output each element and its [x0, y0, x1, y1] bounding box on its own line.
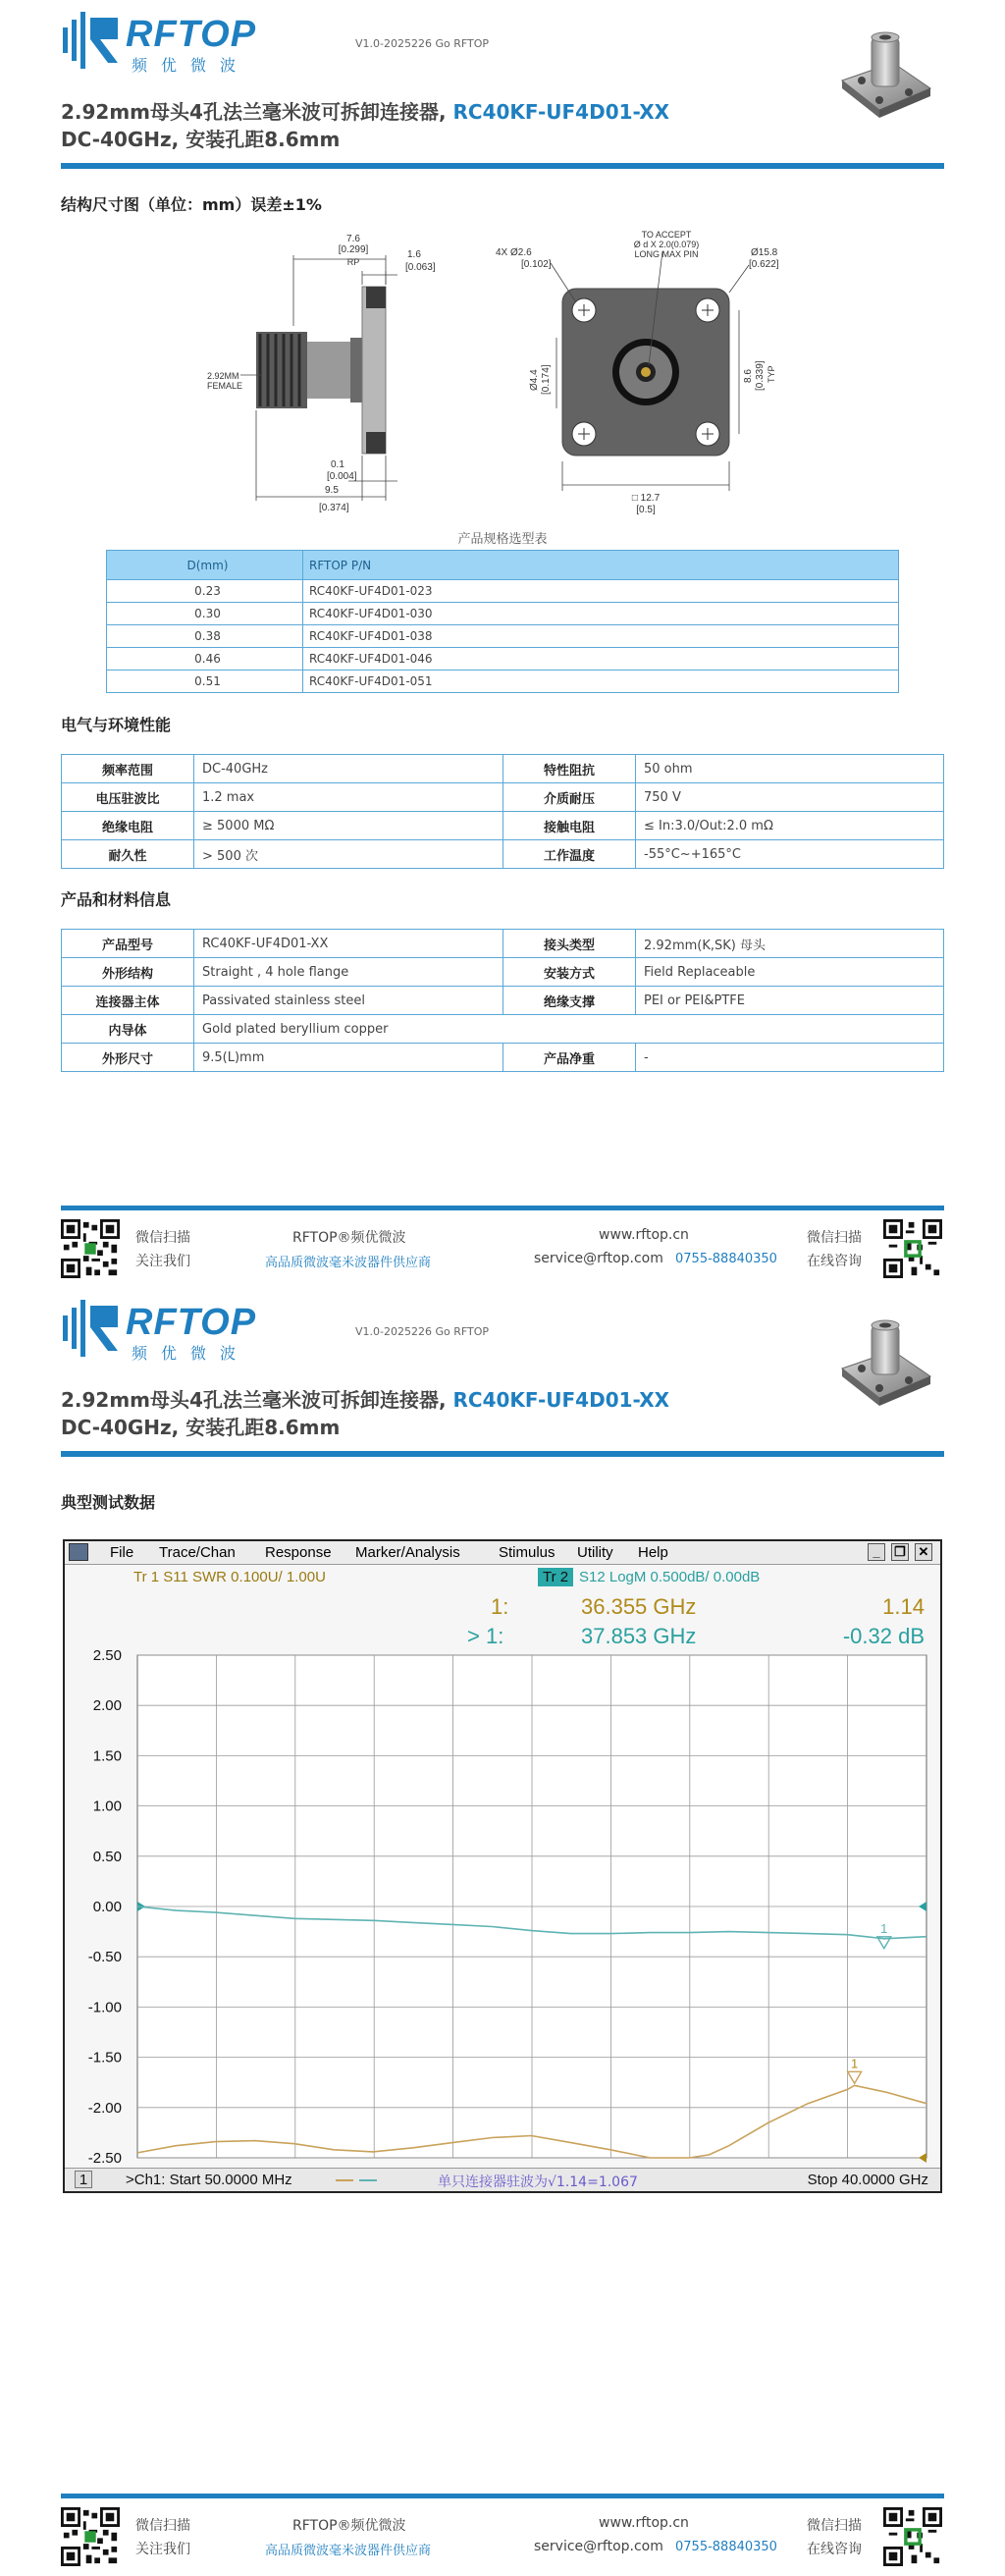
dim-1-6-in: [0.063]: [405, 262, 436, 273]
title-prefix: 2.92mm母头4孔法兰毫米波可拆卸连接器,: [61, 1388, 453, 1412]
cell-d: 0.38: [107, 625, 303, 648]
spec-value: 50 ohm: [636, 755, 944, 783]
vna-screenshot: [63, 1539, 942, 2193]
qr-code-icon[interactable]: [61, 1219, 120, 1278]
trace2-badge-text: Tr 2: [543, 1569, 569, 1585]
y-tick-label: -0.50: [87, 1949, 122, 1966]
spec-value: Gold plated beryllium copper: [194, 1015, 944, 1044]
title-prefix: 2.92mm母头4孔法兰毫米波可拆卸连接器,: [61, 100, 453, 124]
spec-label: 产品净重: [503, 1044, 636, 1072]
footer-phone: 0755-88840350: [675, 1252, 777, 1266]
header-d: D(mm): [107, 551, 303, 580]
logo-mark-icon: [61, 10, 122, 71]
vna-menubar: [65, 1541, 940, 1565]
drawing-heading: 结构尺寸图（单位：mm）误差±1%: [61, 195, 322, 214]
logo-mark-icon: [61, 1298, 122, 1359]
dim-female-2: FEMALE: [207, 381, 243, 391]
product-subtitle: DC-40GHz, 安装孔距8.6mm: [61, 1416, 341, 1439]
spec-value: Field Replaceable: [636, 958, 944, 987]
chart-grid: [137, 1655, 926, 2158]
electrical-heading: 电气与环境性能: [61, 716, 172, 734]
cell-d: 0.23: [107, 580, 303, 603]
material-table: [61, 929, 944, 1072]
cell-pn: RC40KF-UF4D01-051: [303, 671, 899, 693]
table-row: [107, 671, 899, 693]
footer: [0, 2494, 1005, 2572]
footer-brand: RFTOP®频优微波: [292, 2518, 406, 2534]
logo-text: RFTOP: [126, 14, 257, 55]
status-start: >Ch1: Start 50.0000 MHz: [126, 2172, 292, 2188]
footer-divider: [61, 1206, 944, 1210]
vna-statusbar: [65, 2168, 940, 2191]
marker1-label: 1:: [491, 1594, 509, 1619]
vna-menu-trace[interactable]: Trace/Chan: [159, 1544, 236, 1561]
header-pn: RFTOP P/N: [303, 551, 899, 580]
minimize-icon[interactable]: _: [868, 1543, 885, 1561]
table-row: [62, 840, 944, 869]
footer-consult: 在线咨询: [807, 1254, 862, 1269]
restore-icon[interactable]: ❐: [891, 1543, 909, 1561]
y-tick-label: 0.00: [92, 1899, 122, 1915]
product-title: [61, 96, 669, 125]
footer-wechat-scan: 微信扫描: [135, 1230, 190, 1246]
dim-7-6-in: [0.299]: [338, 244, 369, 255]
footer-divider: [61, 2494, 944, 2498]
vna-menu-stimulus[interactable]: Stimulus: [499, 1544, 555, 1561]
y-tick-label: 2.00: [92, 1697, 122, 1715]
y-tick-label: -2.00: [87, 2099, 122, 2117]
marker2-label: > 1:: [467, 1624, 504, 1648]
selection-table: [106, 550, 899, 693]
vna-app-icon: [69, 1543, 88, 1561]
logo-cn: 频优微波: [132, 56, 250, 75]
title-part-number: RC40KF-UF4D01-XX: [452, 1388, 670, 1412]
spec-value: 2.92mm(K,SK) 母头: [636, 930, 944, 958]
product-title: [61, 1384, 669, 1413]
qr-code-icon[interactable]: [61, 2507, 120, 2566]
marker1-freq: 36.355 GHz: [581, 1594, 697, 1619]
footer-wechat-scan: 微信扫描: [135, 2518, 190, 2534]
table-row: [107, 625, 899, 648]
dim-square: □ 12.7: [631, 493, 661, 504]
cell-d: 0.46: [107, 648, 303, 671]
dim-rp: RP: [346, 257, 360, 267]
dim-pin-in: [0.174]: [541, 364, 552, 395]
footer-wechat-scan-2: 微信扫描: [807, 1230, 862, 1246]
dim-female: 2.92MM: [207, 371, 239, 381]
spec-value: RC40KF-UF4D01-XX: [194, 930, 503, 958]
mechanical-drawing: [201, 228, 810, 522]
dim-accept-3: LONG MAX PIN: [634, 249, 699, 259]
dim-typ: TYP: [767, 365, 776, 383]
table-row: [62, 1015, 944, 1044]
spec-label: 电压驻波比: [62, 783, 194, 812]
table-row: [107, 580, 899, 603]
footer-wechat-scan-2: 微信扫描: [807, 2518, 862, 2534]
spec-label: 产品型号: [62, 930, 194, 958]
status-stop: Stop 40.0000 GHz: [807, 2172, 928, 2188]
footer: [0, 1206, 1005, 1284]
dim-0-1: 0.1: [331, 459, 344, 470]
dim-flange-in: [0.622]: [749, 259, 779, 270]
footer-brand: RFTOP®频优微波: [292, 1230, 406, 1246]
y-tick-label: 0.50: [92, 1848, 122, 1865]
table-row: [62, 987, 944, 1015]
dim-hole-spacing: 8.6: [743, 369, 754, 383]
table-row: [107, 648, 899, 671]
cell-pn: RC40KF-UF4D01-046: [303, 648, 899, 671]
logo-cn: 频优微波: [132, 1344, 250, 1363]
dim-holes: 4X Ø2.6: [496, 247, 532, 258]
cell-d: 0.30: [107, 603, 303, 625]
spec-value: 750 V: [636, 783, 944, 812]
dim-accept-1: TO ACCEPT: [641, 230, 692, 240]
dim-flange: Ø15.8: [751, 247, 778, 258]
product-image: [832, 1308, 940, 1416]
spec-label: 内导体: [62, 1015, 194, 1044]
version-text: V1.0-2025226 Go RFTOP: [355, 37, 490, 50]
version-text: V1.0-2025226 Go RFTOP: [355, 1325, 490, 1338]
electrical-table: [61, 754, 944, 869]
marker-s11-label: 1: [851, 2056, 859, 2071]
spec-value: Passivated stainless steel: [194, 987, 503, 1015]
spec-value: ≤ In:3.0/Out:2.0 mΩ: [636, 812, 944, 840]
spec-label: 接触电阻: [503, 812, 636, 840]
footer-email[interactable]: service@rftop.com: [534, 1251, 663, 1266]
dim-hole-spacing-in: [0.339]: [755, 360, 766, 391]
title-part-number: RC40KF-UF4D01-XX: [452, 100, 670, 124]
dim-accept-2: Ø d X 2.0(0.079): [633, 240, 700, 249]
y-tick-label: -1.00: [87, 1999, 122, 2016]
dim-pin: Ø4.4: [529, 369, 540, 391]
dim-7-6: 7.6: [346, 234, 360, 244]
marker1-value: 1.14: [882, 1594, 925, 1619]
table-row: [62, 930, 944, 958]
spec-label: 绝缘电阻: [62, 812, 194, 840]
selection-header-row: [107, 551, 899, 580]
footer-consult: 在线咨询: [807, 2542, 862, 2557]
table-row: [62, 812, 944, 840]
spec-label: 安装方式: [503, 958, 636, 987]
table-row: [107, 603, 899, 625]
test-heading: 典型测试数据: [61, 1493, 156, 1512]
spec-label: 耐久性: [62, 840, 194, 869]
dim-0-1-in: [0.004]: [327, 471, 357, 482]
marker2-value: -0.32 dB: [842, 1624, 925, 1648]
table-row: [62, 783, 944, 812]
table-row: [62, 958, 944, 987]
product-subtitle: DC-40GHz, 安装孔距8.6mm: [61, 128, 341, 151]
marker-s12-label: 1: [880, 1920, 888, 1936]
y-tick-label: -1.50: [87, 2049, 122, 2066]
footer-phone: 0755-88840350: [675, 2540, 777, 2554]
rftop-logo: [61, 10, 267, 75]
qr-code-consult-icon[interactable]: [883, 2507, 942, 2566]
spec-label: 工作温度: [503, 840, 636, 869]
rftop-logo: [61, 1298, 267, 1363]
trace1-label: Tr 1 S11 SWR 0.100U/ 1.00U: [133, 1569, 326, 1585]
y-tick-label: 1.00: [92, 1798, 122, 1815]
footer-follow: 关注我们: [135, 2542, 190, 2557]
cell-pn: RC40KF-UF4D01-038: [303, 625, 899, 648]
footer-follow: 关注我们: [135, 1254, 190, 1269]
spec-value: ≥ 5000 MΩ: [194, 812, 503, 840]
footer-slogan: 高品质微波毫米波器件供应商: [265, 1256, 432, 1270]
dim-holes-in: [0.102]: [521, 259, 552, 270]
header-divider: [61, 1451, 944, 1457]
qr-code-consult-icon[interactable]: [883, 1219, 942, 1278]
header-divider: [61, 163, 944, 169]
marker2-freq: 37.853 GHz: [581, 1624, 697, 1648]
spec-value: 9.5(L)mm: [194, 1044, 503, 1072]
vna-chart: [65, 1565, 940, 2170]
logo-text: RFTOP: [126, 1302, 257, 1343]
status-note: 单只连接器驻波为√1.14=1.067: [438, 2174, 638, 2190]
cell-pn: RC40KF-UF4D01-023: [303, 580, 899, 603]
spec-value: -: [636, 1044, 944, 1072]
y-tick-label: -2.50: [87, 2150, 122, 2167]
selection-caption: 产品规格选型表: [457, 532, 548, 547]
spec-value: Straight , 4 hole flange: [194, 958, 503, 987]
vna-menu-file[interactable]: File: [110, 1544, 134, 1561]
footer-email[interactable]: service@rftop.com: [534, 2539, 663, 2554]
footer-website[interactable]: www.rftop.cn: [599, 1227, 689, 1243]
y-tick-label: 1.50: [92, 1747, 122, 1765]
spec-label: 外形结构: [62, 958, 194, 987]
product-image: [832, 20, 940, 128]
material-heading: 产品和材料信息: [61, 890, 172, 909]
vna-menu-help[interactable]: Help: [638, 1544, 668, 1561]
trace2-label: S12 LogM 0.500dB/ 0.00dB: [579, 1569, 761, 1585]
vna-menu-marker[interactable]: Marker/Analysis: [355, 1544, 460, 1561]
dim-square-in: [0.5]: [636, 505, 656, 515]
spec-label: 连接器主体: [62, 987, 194, 1015]
spec-value: -55°C~+165°C: [636, 840, 944, 869]
status-channel[interactable]: 1: [75, 2171, 92, 2188]
footer-website[interactable]: www.rftop.cn: [599, 2515, 689, 2531]
status-s12-swatch: [359, 2179, 377, 2181]
dim-1-6: 1.6: [407, 249, 421, 260]
table-row: [62, 1044, 944, 1072]
spec-value: PEI or PEI&PTFE: [636, 987, 944, 1015]
spec-value: DC-40GHz: [194, 755, 503, 783]
spec-label: 外形尺寸: [62, 1044, 194, 1072]
dim-9-5-in: [0.374]: [319, 503, 349, 513]
vna-menu-response[interactable]: Response: [265, 1544, 332, 1561]
status-s11-swatch: [336, 2179, 353, 2181]
spec-label: 介质耐压: [503, 783, 636, 812]
cell-d: 0.51: [107, 671, 303, 693]
close-icon[interactable]: ✕: [915, 1543, 932, 1561]
y-tick-label: 2.50: [92, 1647, 122, 1664]
spec-value: > 500 次: [194, 840, 503, 869]
spec-label: 绝缘支撑: [503, 987, 636, 1015]
footer-slogan: 高品质微波毫米波器件供应商: [265, 2544, 432, 2558]
spec-label: 接头类型: [503, 930, 636, 958]
dim-9-5: 9.5: [325, 485, 339, 496]
table-row: [62, 755, 944, 783]
spec-label: 特性阻抗: [503, 755, 636, 783]
cell-pn: RC40KF-UF4D01-030: [303, 603, 899, 625]
spec-value: 1.2 max: [194, 783, 503, 812]
spec-label: 频率范围: [62, 755, 194, 783]
vna-menu-utility[interactable]: Utility: [577, 1544, 613, 1561]
